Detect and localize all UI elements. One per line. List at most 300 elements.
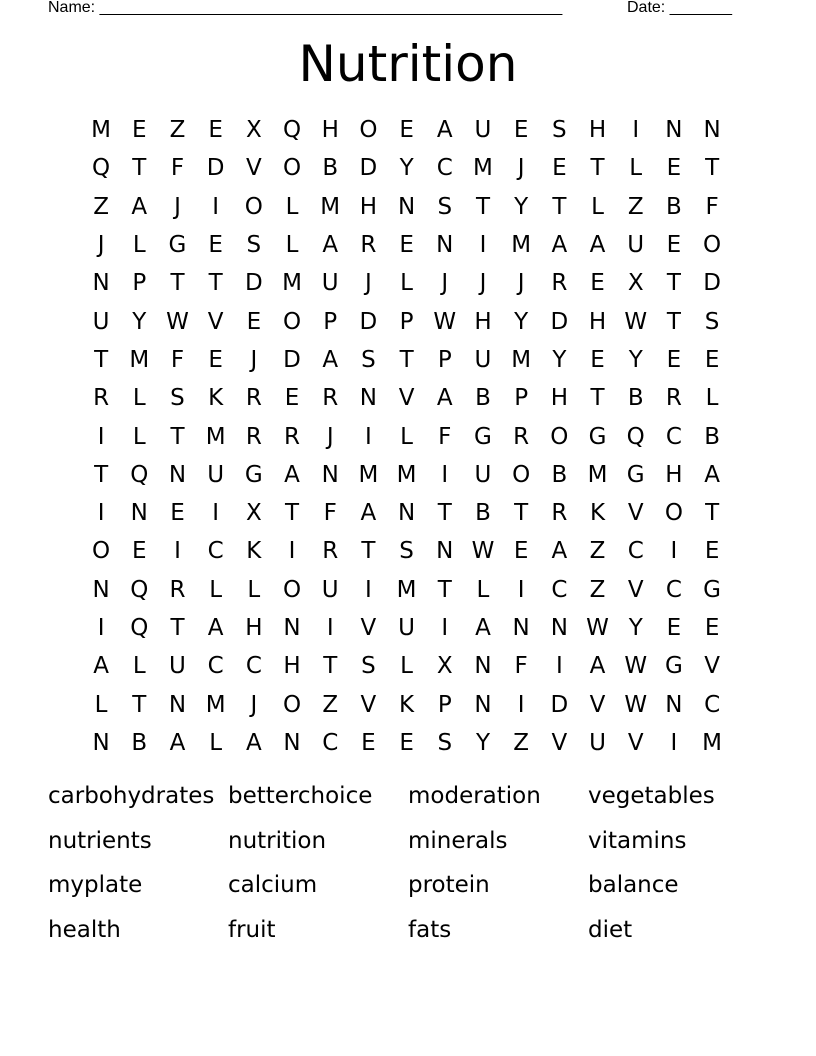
grid-letter: M (396, 461, 417, 488)
grid-letter: N (168, 691, 187, 718)
grid-letter: A (475, 615, 491, 641)
grid-letter: S (246, 232, 262, 259)
grid-letter: T (132, 691, 147, 718)
grid-letter: C (207, 653, 224, 680)
grid-letter: I (441, 615, 449, 641)
word-bank-item: fruit (228, 917, 276, 944)
grid-row (82, 685, 731, 723)
grid-letter: N (436, 538, 454, 565)
grid-letter: T (323, 653, 338, 680)
grid-letter: N (359, 385, 378, 412)
grid-letter: H (283, 653, 301, 680)
grid-row (82, 571, 731, 609)
grid-letter: H (665, 461, 683, 488)
grid-letter: O (282, 576, 302, 603)
grid-letter: I (670, 729, 678, 756)
grid-letter: G (244, 461, 263, 488)
grid-letter: F (438, 423, 452, 450)
grid-row (82, 494, 731, 532)
grid-letter: T (208, 270, 223, 297)
grid-letter: Q (130, 615, 149, 641)
grid-letter: G (474, 423, 492, 450)
grid-letter: E (399, 117, 414, 144)
grid-letter: R (665, 385, 682, 412)
grid-letter: V (551, 729, 568, 756)
grid-letter: U (207, 461, 225, 488)
grid-letter: S (361, 346, 376, 373)
grid-letter: E (208, 117, 223, 144)
grid-letter: X (245, 500, 262, 527)
grid-letter: E (132, 538, 147, 565)
grid-letter: C (627, 538, 644, 565)
grid-row (82, 417, 731, 455)
grid-letter: N (283, 615, 301, 641)
grid-letter: N (436, 232, 454, 259)
grid-letter: A (322, 346, 339, 373)
grid-letter: I (670, 538, 678, 565)
grid-letter: W (433, 308, 457, 335)
grid-letter: E (590, 270, 605, 297)
grid-letter: O (512, 461, 531, 488)
grid-letter: P (437, 346, 452, 373)
grid-letter: O (92, 538, 111, 565)
grid-letter: F (170, 155, 185, 182)
grid-letter: A (360, 500, 377, 527)
grid-row (82, 226, 731, 264)
grid-letter: T (437, 576, 452, 603)
grid-letter: L (705, 385, 719, 412)
grid-letter: L (132, 423, 146, 450)
grid-row (82, 149, 731, 187)
grid-letter: J (517, 155, 525, 182)
grid-letter: W (166, 308, 189, 335)
grid-letter: G (664, 653, 683, 680)
grid-letter: X (245, 117, 262, 144)
word-bank-item: calcium (228, 872, 318, 899)
grid-letter: L (476, 576, 490, 603)
grid-letter: X (436, 653, 453, 680)
grid-letter: Y (475, 729, 490, 756)
grid-letter: L (400, 423, 413, 450)
grid-letter: F (170, 346, 185, 373)
grid-letter: C (207, 538, 224, 565)
grid-letter: L (285, 232, 299, 259)
word-bank-item: diet (588, 917, 633, 944)
grid-letter: V (398, 385, 415, 412)
grid-letter: E (246, 308, 262, 335)
grid-letter: W (624, 691, 648, 718)
grid-letter: V (704, 653, 720, 680)
grid-letter: N (168, 461, 187, 488)
grid-letter: I (288, 538, 296, 565)
grid-letter: Z (627, 193, 644, 220)
grid-letter: T (170, 423, 185, 450)
grid-letter: I (212, 193, 220, 220)
grid-letter: K (246, 538, 262, 565)
grid-letter: I (97, 423, 105, 450)
grid-letter: T (666, 308, 681, 335)
word-bank-item: vegetables (588, 783, 715, 809)
grid-row (82, 188, 731, 226)
grid-letter: R (322, 385, 339, 412)
word-bank-item: carbohydrates (48, 783, 215, 809)
grid-letter: O (244, 193, 263, 220)
grid-letter: B (627, 385, 644, 412)
grid-letter: U (169, 653, 186, 680)
grid-letter: M (282, 270, 302, 297)
grid-letter: V (207, 308, 224, 335)
grid-letter: W (624, 653, 648, 680)
grid-letter: N (665, 117, 683, 144)
grid-row (82, 302, 731, 340)
grid-letter: W (471, 538, 495, 565)
grid-letter: L (285, 193, 299, 220)
grid-letter: M (587, 461, 608, 488)
grid-letter: U (92, 308, 110, 335)
grid-letter: Y (552, 346, 567, 373)
grid-letter: L (629, 155, 643, 182)
grid-letter: V (360, 615, 377, 641)
grid-letter: Q (92, 155, 111, 182)
grid-letter: Q (282, 117, 302, 144)
grid-letter: J (517, 270, 525, 297)
grid-letter: N (703, 117, 721, 144)
grid-letter: H (321, 117, 339, 144)
grid-letter: E (361, 729, 376, 756)
date-field-label: Date: _______ (627, 0, 732, 16)
grid-letter: H (245, 615, 263, 641)
grid-letter: M (205, 423, 226, 450)
grid-letter: I (632, 117, 640, 144)
grid-letter: N (92, 270, 110, 297)
grid-letter: H (474, 308, 492, 335)
grid-letter: T (170, 615, 185, 641)
grid-letter: I (97, 500, 105, 527)
grid-letter: I (555, 653, 563, 680)
word-bank-item: fats (408, 917, 452, 944)
grid-letter: V (627, 729, 644, 756)
grid-letter: A (322, 232, 339, 259)
grid-letter: T (285, 500, 300, 527)
grid-letter: Q (130, 461, 149, 488)
grid-letter: H (359, 193, 378, 220)
grid-letter: A (704, 461, 720, 488)
grid-letter: S (437, 729, 453, 756)
grid-letter: C (665, 423, 682, 450)
grid-letter: N (130, 500, 148, 527)
grid-letter: Q (626, 423, 645, 450)
grid-letter: M (358, 461, 379, 488)
grid-letter: W (586, 615, 609, 641)
word-bank (48, 774, 768, 953)
grid-letter: M (205, 691, 226, 718)
grid-letter: R (513, 423, 530, 450)
grid-letter: B (475, 385, 491, 412)
grid-letter: Z (93, 193, 109, 220)
grid-letter: A (93, 653, 109, 680)
grid-letter: T (705, 155, 720, 182)
grid-letter: E (399, 729, 414, 756)
grid-letter: A (436, 385, 453, 412)
grid-letter: B (704, 423, 720, 450)
grid-letter: E (666, 232, 682, 259)
grid-letter: I (441, 461, 449, 488)
grid-letter: N (92, 729, 110, 756)
grid-letter: R (551, 270, 568, 297)
grid-letter: L (132, 385, 146, 412)
grid-letter: I (174, 538, 181, 565)
grid-letter: G (626, 461, 645, 488)
grid-letter: I (517, 691, 525, 718)
grid-letter: Y (514, 308, 529, 335)
grid-letter: H (588, 308, 607, 335)
grid-letter: J (250, 691, 258, 718)
grid-letter: D (206, 155, 225, 182)
grid-letter: T (514, 500, 529, 527)
grid-letter: R (551, 500, 568, 527)
grid-letter: P (437, 691, 452, 718)
grid-letter: G (588, 423, 607, 450)
grid-row (82, 341, 731, 379)
grid-letter: E (399, 232, 414, 259)
grid-letter: N (321, 461, 339, 488)
grid-letter: E (704, 346, 720, 373)
grid-letter: E (704, 615, 720, 641)
grid-letter: H (588, 117, 607, 144)
grid-letter: E (208, 346, 223, 373)
grid-letter: I (517, 576, 525, 603)
grid-letter: T (705, 500, 720, 527)
grid-letter: K (399, 691, 415, 718)
grid-letter: E (590, 346, 605, 373)
grid-letter: A (589, 653, 606, 680)
grid-letter: U (627, 232, 645, 259)
grid-letter: T (361, 538, 376, 565)
grid-letter: J (441, 270, 449, 297)
grid-letter: E (513, 117, 529, 144)
grid-letter: U (474, 461, 492, 488)
grid-letter: T (399, 346, 414, 373)
grid-letter: O (282, 155, 302, 182)
grid-letter: P (514, 385, 529, 412)
grid-letter: V (627, 576, 644, 603)
grid-letter: A (284, 461, 300, 488)
grid-letter: T (475, 193, 490, 220)
grid-letter: O (282, 691, 302, 718)
grid-letter: Z (322, 691, 339, 718)
grid-letter: U (321, 270, 339, 297)
grid-letter: M (511, 346, 532, 373)
grid-letter: M (473, 155, 493, 182)
grid-letter: L (132, 653, 146, 680)
grid-letter: C (551, 576, 568, 603)
grid-letter: D (703, 270, 721, 297)
grid-letter: V (589, 691, 606, 718)
grid-letter: R (245, 385, 262, 412)
grid-letter: T (552, 193, 567, 220)
grid-letter: E (666, 155, 682, 182)
grid-letter: T (170, 270, 185, 297)
grid-letter: S (361, 653, 376, 680)
grid-letter: E (170, 500, 185, 527)
grid-letter: E (284, 385, 300, 412)
grid-letter: V (360, 691, 377, 718)
grid-letter: O (664, 500, 683, 527)
grid-letter: V (627, 500, 644, 527)
grid-letter: S (704, 308, 720, 335)
grid-letter: G (168, 232, 187, 259)
grid-letter: M (396, 576, 417, 603)
grid-letter: N (283, 729, 301, 756)
grid-letter: N (92, 576, 110, 603)
grid-letter: C (245, 653, 262, 680)
grid-letter: T (590, 385, 605, 412)
grid-letter: O (550, 423, 569, 450)
grid-letter: Z (589, 538, 606, 565)
grid-letter: T (437, 500, 452, 527)
grid-letter: R (360, 232, 377, 259)
grid-letter: O (359, 117, 378, 144)
grid-letter: S (552, 117, 567, 144)
grid-letter: O (703, 232, 722, 259)
grid-row (82, 532, 731, 570)
grid-letter: T (132, 155, 147, 182)
grid-letter: S (399, 538, 414, 565)
grid-letter: R (245, 423, 262, 450)
grid-letter: A (131, 193, 148, 220)
grid-letter: U (474, 117, 492, 144)
grid-letter: Z (169, 117, 186, 144)
grid-letter: H (550, 385, 568, 412)
word-bank-item: balance (588, 872, 679, 899)
word-bank-item: betterchoice (228, 783, 373, 809)
grid-letter: Y (628, 615, 643, 641)
grid-letter: C (704, 691, 721, 718)
grid-letter: A (169, 729, 186, 756)
grid-letter: A (207, 615, 224, 641)
word-bank-item: vitamins (588, 827, 687, 854)
grid-letter: N (665, 691, 683, 718)
grid-letter: S (437, 193, 453, 220)
grid-letter: I (479, 232, 487, 259)
grid-letter: M (702, 729, 723, 756)
grid-letter: D (359, 308, 378, 335)
grid-letter: D (550, 691, 569, 718)
grid-letter: Y (628, 346, 643, 373)
word-bank-item: moderation (408, 783, 541, 809)
grid-letter: B (666, 193, 682, 220)
grid-letter: C (436, 155, 453, 182)
grid-letter: D (359, 155, 378, 182)
grid-letter: Z (513, 729, 530, 756)
word-bank-item: protein (408, 872, 490, 899)
grid-letter: V (245, 155, 262, 182)
word-bank-item: health (48, 917, 121, 944)
grid-letter: P (323, 308, 338, 335)
grid-letter: L (247, 576, 261, 603)
grid-letter: E (704, 538, 720, 565)
grid-letter: I (97, 615, 105, 641)
grid-letter: L (209, 576, 223, 603)
grid-letter: G (703, 576, 721, 603)
grid-letter: R (93, 385, 110, 412)
grid-letter: E (666, 615, 682, 641)
grid-letter: C (322, 729, 339, 756)
grid-letter: A (589, 232, 606, 259)
grid-letter: N (474, 653, 492, 680)
name-field-label: Name: ____________________________________________________ (48, 0, 563, 16)
grid-letter: L (94, 691, 108, 718)
grid-letter: L (132, 232, 146, 259)
page-title: Nutrition (298, 35, 518, 93)
grid-letter: U (474, 346, 492, 373)
word-bank-item: nutrients (48, 827, 152, 854)
grid-letter: N (550, 615, 568, 641)
grid-letter: B (131, 729, 148, 756)
grid-letter: R (322, 538, 339, 565)
grid-letter: E (208, 232, 223, 259)
grid-letter: L (591, 193, 604, 220)
grid-letter: P (399, 308, 414, 335)
grid-letter: C (665, 576, 682, 603)
grid-letter: F (705, 193, 719, 220)
grid-letter: I (212, 500, 220, 527)
grid-letter: U (589, 729, 606, 756)
grid-letter: A (551, 538, 568, 565)
grid-letter: A (436, 117, 453, 144)
grid-letter: L (400, 270, 413, 297)
word-bank-item: minerals (408, 827, 508, 854)
grid-letter: L (400, 653, 413, 680)
grid-letter: K (208, 385, 224, 412)
grid-letter: D (283, 346, 301, 373)
grid-letter: I (326, 615, 334, 641)
grid-letter: U (398, 615, 416, 641)
grid-letter: A (245, 729, 262, 756)
grid-letter: N (397, 193, 416, 220)
grid-letter: S (170, 385, 185, 412)
grid-letter: L (209, 729, 223, 756)
grid-letter: P (132, 270, 147, 297)
grid-letter: D (244, 270, 263, 297)
grid-letter: W (624, 308, 648, 335)
grid-letter: E (132, 117, 147, 144)
grid-letter: N (397, 500, 416, 527)
grid-row (82, 111, 731, 149)
grid-letter: R (169, 576, 186, 603)
grid-letter: R (284, 423, 301, 450)
grid-letter: I (365, 576, 372, 603)
grid-letter: B (322, 155, 339, 182)
grid-letter: N (474, 691, 492, 718)
word-bank-item: nutrition (228, 827, 327, 854)
grid-letter: T (666, 270, 681, 297)
grid-letter: Z (589, 576, 606, 603)
grid-letter: F (514, 653, 528, 680)
grid-letter: Y (514, 193, 529, 220)
grid-row (82, 724, 731, 762)
grid-letter: T (94, 461, 109, 488)
grid-letter: T (94, 346, 109, 373)
grid-letter: B (551, 461, 568, 488)
grid-letter: A (551, 232, 568, 259)
grid-letter: E (666, 346, 682, 373)
grid-letter: J (326, 423, 334, 450)
letter-grid (82, 111, 731, 762)
grid-letter: Y (399, 155, 414, 182)
grid-row (82, 647, 731, 685)
grid-letter: O (282, 308, 302, 335)
